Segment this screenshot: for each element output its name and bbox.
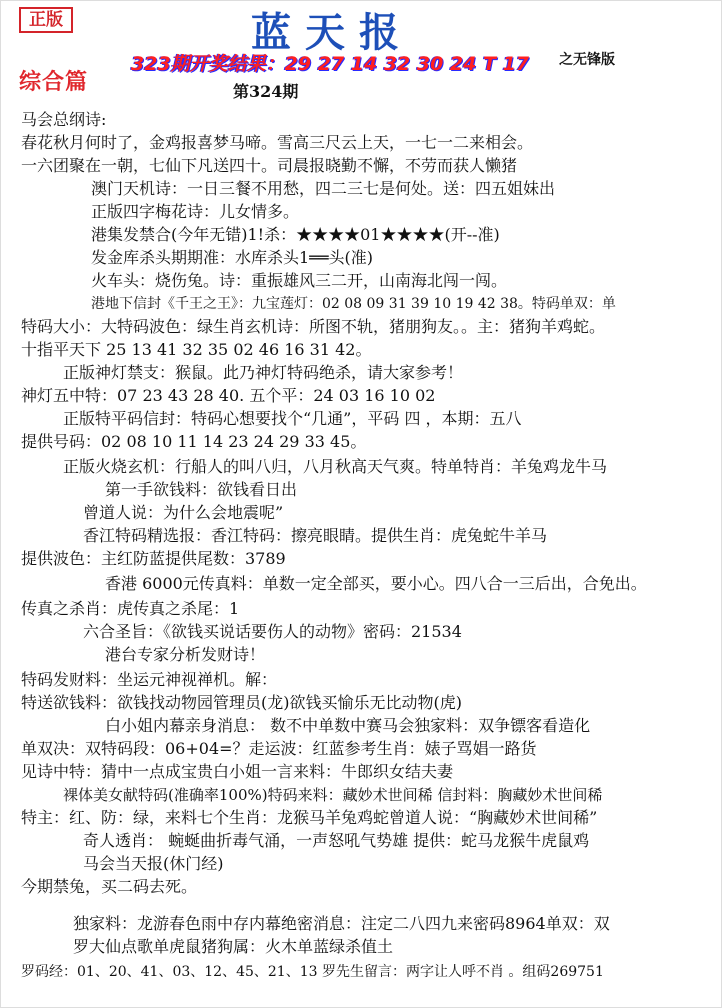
masthead-title: 蓝天报: [251, 9, 413, 56]
text-line: 奇人透肖： 蜿蜒曲折毒气涌，一声怒吼气势雄 提供：蛇马龙猴牛虎鼠鸡: [83, 831, 590, 850]
text-line: 特送欲钱料：欲钱找动物园管理员(龙)欲钱买愉乐无比动物(虎): [21, 693, 462, 712]
text-line: 马会当天报(休门经): [83, 854, 224, 873]
edition-label: 之无锋版: [559, 52, 615, 68]
text-line: 单双决：双特码段：06+04=？走运波：红蓝参考生肖：婊子骂娼一路货: [21, 739, 537, 758]
text-line: 发金库杀头期期准：水库杀头1══头(准): [91, 248, 373, 267]
text-line: 提供号码：02 08 10 11 14 23 24 29 33 45。: [21, 432, 367, 451]
text-line: 港台专家分析发财诗！: [105, 645, 266, 664]
text-line: 澳门天机诗：一日三餐不用愁，四二三七是何处。送：四五姐妹出: [91, 179, 556, 198]
text-line: 春花秋月何时了，金鸡报喜梦马啼。雪高三尺云上天，一七一二来相会。: [21, 133, 534, 152]
text-line: 提供波色：主红防蓝提供尾数：3789: [21, 549, 286, 568]
genuine-edition-badge: 正版: [19, 7, 73, 33]
text-line: 见诗中特：猜中一点成宝贵白小姐一言来料：牛郎织女结夫妻: [21, 762, 454, 781]
text-line: 火车头：烧伤兔。诗：重振雄风三二开，山南海北闯一闯。: [91, 271, 508, 290]
text-line: 六合圣旨：《欲钱买说话要伤人的动物》密码：21534: [83, 622, 462, 641]
text-line: 特主：红、防：绿，来料七个生肖：龙猴马羊兔鸡蛇曾道人说：“胸藏妙术世间稀”: [21, 808, 598, 827]
text-line: 十指平天下 25 13 41 32 35 02 46 16 31 42。: [21, 340, 372, 359]
text-line: 神灯五中特：07 23 43 28 40. 五个平：24 03 16 10 02: [21, 386, 436, 405]
text-line: 罗码经：01、20、41、03、12、45、21、13 罗先生留言：两字让人呼不肖 。组码269751: [21, 964, 604, 980]
issue-number: 第324期: [233, 82, 299, 101]
text-line: 一六团聚在一朝，七仙下凡送四十。司晨报晓勤不懈，不劳而获人懒猪: [21, 156, 518, 175]
previous-result-banner: 323期开奖结果：29 27 14 32 30 24 T 17: [131, 53, 530, 75]
text-line: 罗大仙点歌单虎鼠猪狗属：火木单蓝绿杀值土: [73, 937, 394, 956]
text-line: 裸体美女献特码(准确率100%)特码来料：藏妙术世间稀 信封料：胸藏妙术世间稀: [63, 786, 603, 804]
text-line: 正版神灯禁支：猴鼠。此乃神灯特码绝杀，请大家参考！: [63, 363, 464, 382]
text-line: 特码大小：大特码波色：绿生肖玄机诗：所图不轨，猪朋狗友。。主：猪狗羊鸡蛇。: [21, 317, 606, 336]
text-line: 白小姐内幕亲身消息： 数不中单数中赛马会独家料：双争镖客看造化: [105, 716, 591, 735]
text-line: 马会总纲诗:: [21, 110, 107, 129]
text-line: 第一手欲钱料：欲钱看日出: [105, 480, 298, 499]
text-line: 传真之杀肖：虎传真之杀尾：1: [21, 599, 240, 618]
text-line: 今期禁兔，买二码去死。: [21, 877, 198, 896]
text-line: 香江特码精选报：香江特码：擦亮眼睛。提供生肖：虎兔蛇牛羊马: [83, 526, 548, 545]
text-line: 香港 6000元传真料：单数一定全部买，要小心。四八合一三后出，合免出。: [105, 574, 647, 593]
text-line: 港地下信封《千王之王》：九宝莲灯：02 08 09 31 39 10 19 42 38。特码单双：单: [91, 296, 616, 312]
text-line: 正版特平码信封：特码心想要找个“几通”，平码 四 ，本期：五八: [63, 409, 522, 428]
text-line: 正版火烧玄机：行船人的叫八归，八月秋高天气爽。特单特肖：羊兔鸡龙牛马: [63, 457, 608, 476]
text-line: 特码发财料：坐运元神视禅机。解：: [21, 670, 278, 689]
section-title: 综合篇: [19, 69, 89, 95]
text-line: 正版四字梅花诗：儿女情多。: [91, 202, 300, 221]
text-line: 曾道人说：为什么会地震呢”: [83, 503, 284, 522]
text-line: 港集发禁合(今年无错)1!杀：★★★★01★★★★(开--准): [91, 225, 500, 244]
text-line: 独家料：龙游春色雨中存内幕绝密消息：注定二八四九来密码8964单双：双: [73, 914, 610, 933]
